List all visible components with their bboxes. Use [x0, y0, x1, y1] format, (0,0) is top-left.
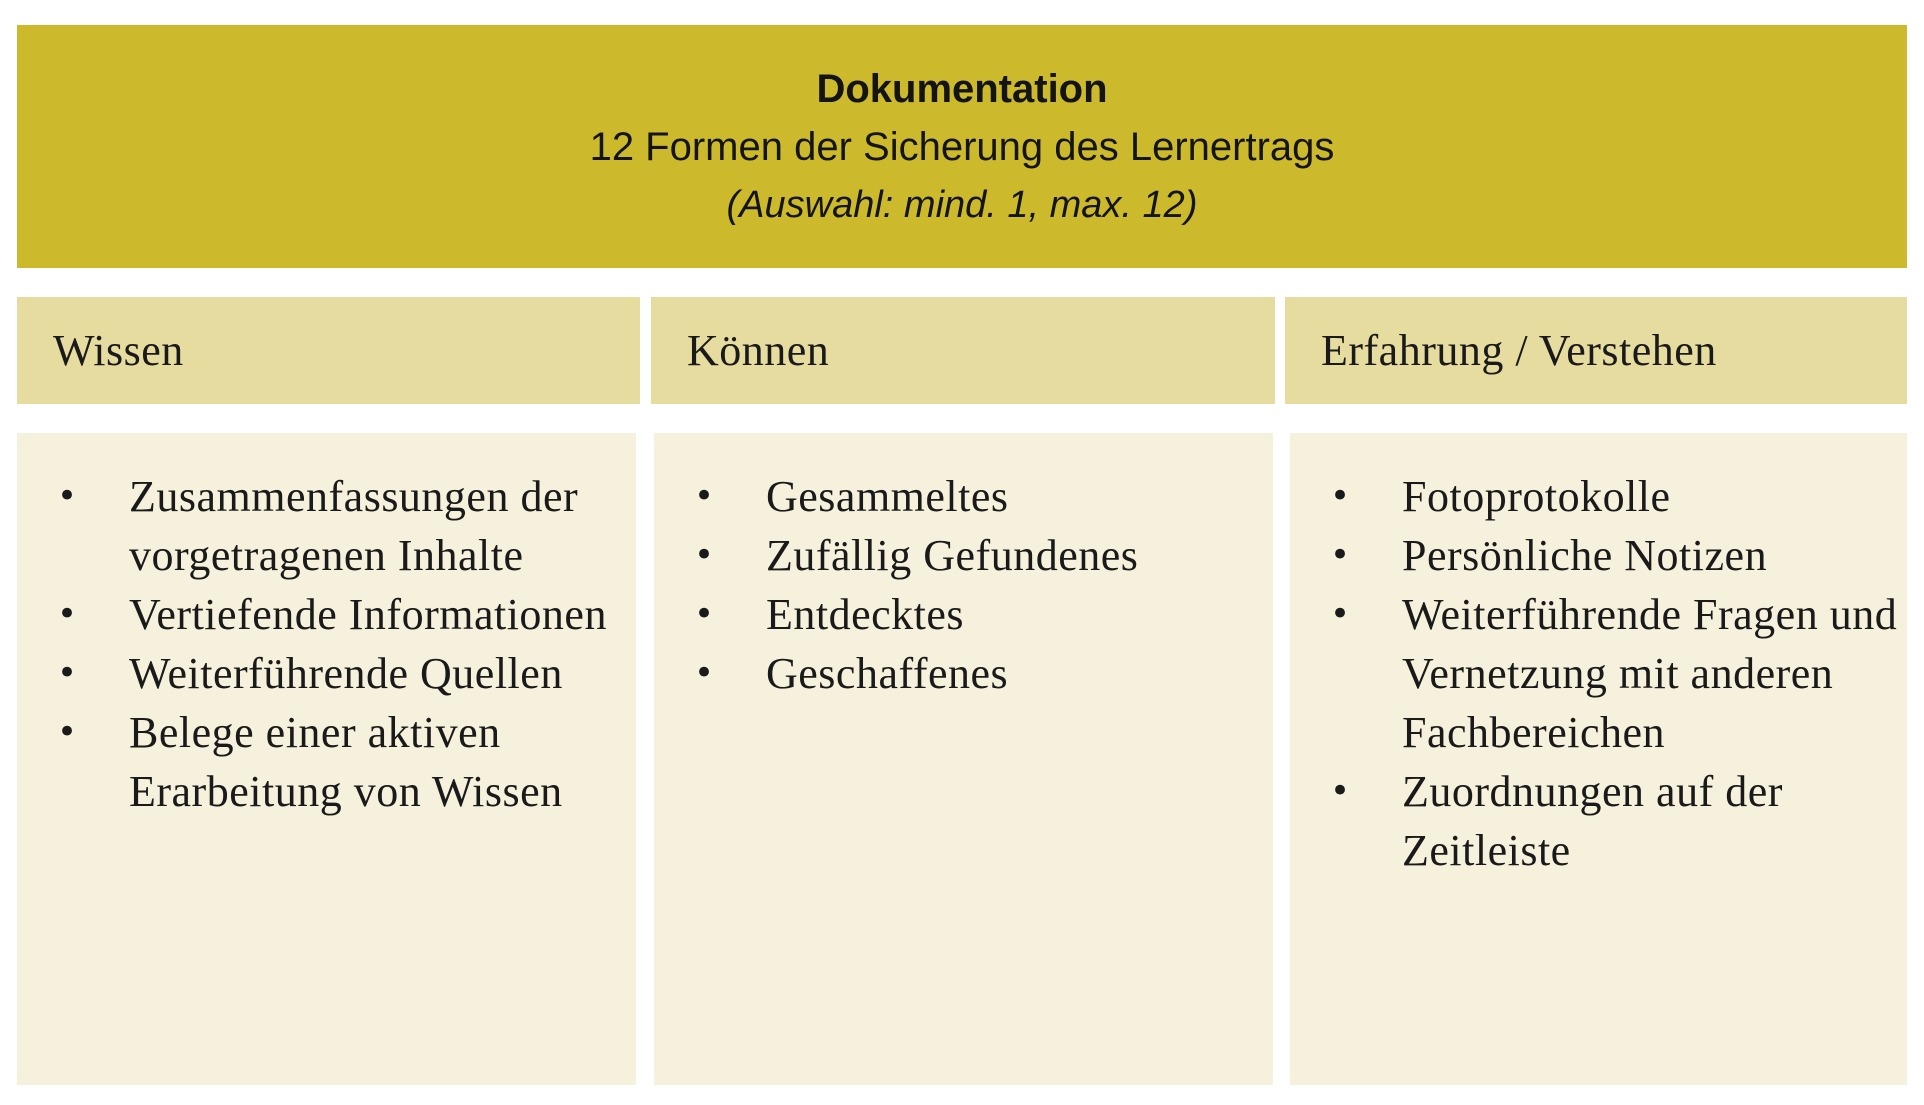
column-header-koennen	[651, 297, 1275, 404]
list-item	[17, 644, 636, 703]
header-banner	[17, 25, 1907, 268]
column-header-erfahrung	[1285, 297, 1907, 404]
list-item	[1290, 585, 1907, 762]
list-item	[654, 467, 1273, 526]
header-note: (Auswahl: mind. 1, max. 12)	[726, 183, 1198, 226]
column-body-koennen	[654, 433, 1273, 1085]
list-item-text: Weiterführende Quellen	[129, 649, 563, 698]
list-item-text: Belege einer aktiven Erarbeitung von Wissen	[129, 708, 563, 816]
bullet-icon: •	[694, 476, 715, 516]
column-header-wissen	[17, 297, 640, 404]
list-item	[17, 703, 636, 821]
header-subtitle: 12 Formen der Sicherung des Lernertrags	[589, 124, 1335, 169]
item-list	[654, 467, 1273, 703]
list-item-text: Zuordnungen auf der Zeitleiste	[1402, 767, 1783, 875]
bullet-icon: •	[1330, 594, 1351, 634]
list-item	[1290, 762, 1907, 880]
list-item-text: Gesammeltes	[766, 472, 1009, 521]
list-item-text: Vertiefende Informationen	[129, 590, 607, 639]
list-item-text: Zufällig Gefundenes	[766, 531, 1139, 580]
item-list	[17, 467, 636, 821]
list-item	[17, 467, 636, 585]
list-item	[654, 585, 1273, 644]
header-title: Dokumentation	[816, 66, 1108, 111]
column-body-wissen	[17, 433, 636, 1085]
list-item-text: Entdecktes	[766, 590, 965, 639]
bullet-icon: •	[1330, 771, 1351, 811]
column-header-label: Erfahrung / Verstehen	[1321, 326, 1717, 375]
bullet-icon: •	[1330, 476, 1351, 516]
bullet-icon: •	[694, 653, 715, 693]
list-item-text: Zusammenfassungen der vorgetragenen Inhalte	[129, 472, 579, 580]
bullet-icon: •	[57, 594, 78, 634]
bullet-icon: •	[57, 653, 78, 693]
list-item	[1290, 526, 1907, 585]
column-body-erfahrung	[1290, 433, 1907, 1085]
list-item	[1290, 467, 1907, 526]
bullet-icon: •	[694, 535, 715, 575]
bullet-icon: •	[57, 712, 78, 752]
list-item-text: Geschaffenes	[766, 649, 1009, 698]
bullet-icon: •	[1330, 535, 1351, 575]
bullet-icon: •	[694, 594, 715, 634]
list-item	[654, 644, 1273, 703]
bullet-icon: •	[57, 476, 78, 516]
list-item-text: Persönliche Notizen	[1402, 531, 1768, 580]
list-item-text: Fotoprotokolle	[1402, 472, 1671, 521]
list-item-text: Weiterführende Fragen und Vernetzung mit anderen Fachbereichen	[1402, 590, 1898, 757]
column-header-label: Wissen	[53, 326, 184, 375]
item-list	[1290, 467, 1907, 880]
list-item	[654, 526, 1273, 585]
column-header-label: Können	[687, 326, 830, 375]
list-item	[17, 585, 636, 644]
